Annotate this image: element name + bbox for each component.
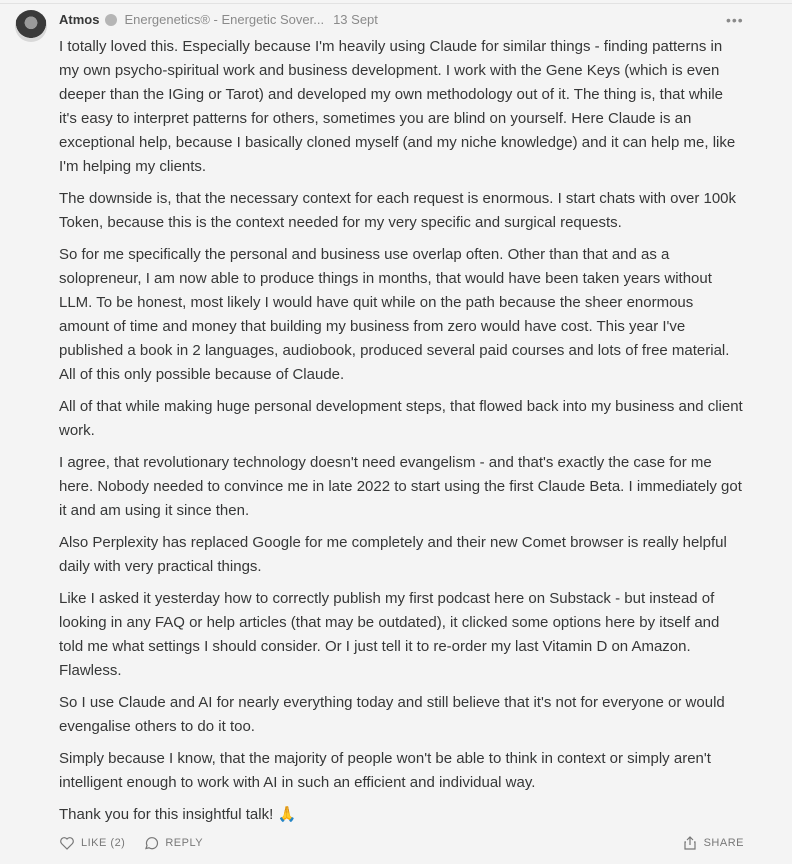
paragraph: Also Perplexity has replaced Google for me completely and their new Comet browser is really helpful daily with very practical things. [59,534,727,575]
share-icon [682,835,698,851]
comment-header [59,12,378,27]
comment-actions [59,835,744,851]
reply-button[interactable] [143,835,203,851]
paragraph: The downside is, that the necessary context for each request is enormous. I start chats with over 100k Token, because this is the context needed for my very specific and surgical requests. [59,190,737,231]
like-label: LIKE (2) [81,837,126,849]
publication-badge-icon [105,14,117,26]
comment-date[interactable]: 13 Sept [333,12,378,27]
share-label: SHARE [703,837,744,849]
paragraph: All of that while making huge personal development steps, that flowed back into my business and client work. [59,398,743,439]
heart-icon [59,835,75,851]
share-button[interactable] [682,835,744,851]
avatar[interactable] [15,10,47,42]
divider [0,3,792,4]
paragraph: I totally loved this. Especially because I'm heavily using Claude for similar things - finding patterns in my own psycho-spiritual work and business development. I work with the Gene Keys (which is even deeper than the IGing or Tarot) and developed my own methodology out of it. The thing is, that while it's easy to interpret patterns for others, sometimes you are blind on yourself. Here Claude is an exceptional help, because I basically cloned myself (and my niche knowledge) and it can help me, like I'm helping my clients. [59,38,736,175]
paragraph: Like I asked it yesterday how to correctly publish my first podcast here on Substack - but instead of looking in any FAQ or help articles (that may be outdated), it clicked some options here by itself and told me what settings I should consider. Or I just tell it to re-order my last Vitamin D on Amazon. Flawless. [59,590,720,679]
publication-name[interactable]: Energenetics® - Energetic Sover... [124,12,325,27]
paragraph: Simply because I know, that the majority of people won't be able to think in context or simply aren't intelligent enough to work with AI in such an efficient and individual way. [59,750,711,791]
paragraph: So for me specifically the personal and business use overlap often. Other than that and as a solopreneur, I am now able to produce things in months, that would have been taken years without LLM. To be honest, most likely I would have quit while on the path because the sheer enormous amount of time and money that building my business from zero would have cost. This year I've published a book in 2 languages, audiobook, produced several paid courses and lots of free material. All of this only possible because of Claude. [59,246,730,383]
paragraph: Thank you for this insightful talk! 🙏 [59,806,297,823]
like-button[interactable] [59,835,125,851]
author-name[interactable]: Atmos [59,12,100,27]
paragraph: I agree, that revolutionary technology doesn't need evangelism - and that's exactly the case for me here. Nobody needed to convince me in late 2022 to start using the first Claude Beta. I immediately got it and am using it since then. [59,454,742,519]
reply-label: REPLY [165,837,204,849]
more-options-icon[interactable]: ••• [726,12,744,28]
comment-body [59,35,745,835]
comment-bubble-icon [143,835,159,851]
paragraph: So I use Claude and AI for nearly everything today and still believe that it's not for everyone or would evengalise others to do it too. [59,694,725,735]
